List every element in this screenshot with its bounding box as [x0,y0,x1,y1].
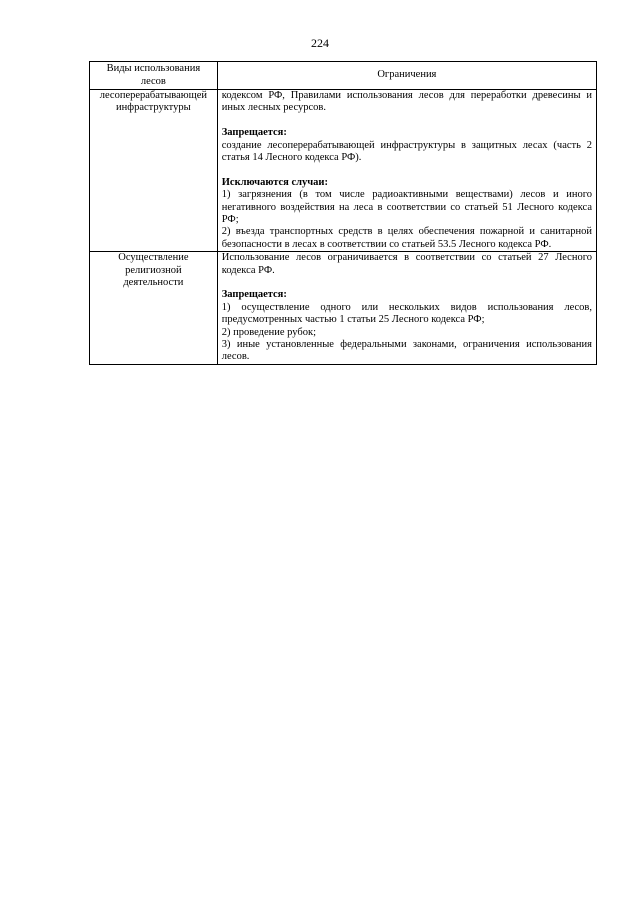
table-header-row [90,62,597,90]
table-row [90,252,597,365]
row-2-restrictions [217,252,596,365]
row-1-exception-item: 1) загрязнения (в том числе радиоактивными веществами) лесов и иного негативного воздействия на леса в соответствии со статьей 51 Лесного кодекса РФ; [221,189,592,226]
row-2-type: Осуществление религиозной деятельности [90,252,218,365]
row-1-prohibited-item: создание лесоперерабатывающей инфраструктуры в защитных лесах (часть 2 статья 14 Лесного кодекса РФ). [221,139,592,164]
page-number: 224 [311,36,329,50]
row-2-prohibited-item: 3) иные установленные федеральными законами, ограничения использования лесов. [221,339,592,363]
restrictions-table [89,61,597,365]
row-2-intro: Использование лесов ограничивается в соответствии со статьей 27 Лесного кодекса РФ. [221,252,592,276]
row-1-restrictions [217,90,596,252]
row-1-exception-item: 2) въезда транспортных средств в целях обеспечения пожарной и санитарной безопасности в лесах в соответствии со статьей 53.5 Лесного кодекса РФ. [221,226,592,250]
header-types: Виды использования лесов [90,62,218,90]
row-2-prohibited-item: 2) проведение рубок; [221,326,317,338]
row-2-prohibited-heading: Запрещается: [221,289,287,301]
table-row [90,90,597,252]
row-1-type: лесоперерабатывающей инфраструктуры [90,90,218,252]
header-restrictions: Ограничения [217,62,596,90]
row-2-prohibited-item: 1) осуществление одного или нескольких видов использования лесов, предусмотренных частью 1 статьи 25 Лесного кодекса РФ; [221,301,592,326]
row-1-exceptions-heading: Исключаются случаи: [221,176,328,188]
row-1-intro: кодексом РФ, Правилами использования лесов для переработки древесины и иных лесных ресурсов. [221,90,592,114]
row-1-prohibited-heading: Запрещается: [221,127,287,139]
